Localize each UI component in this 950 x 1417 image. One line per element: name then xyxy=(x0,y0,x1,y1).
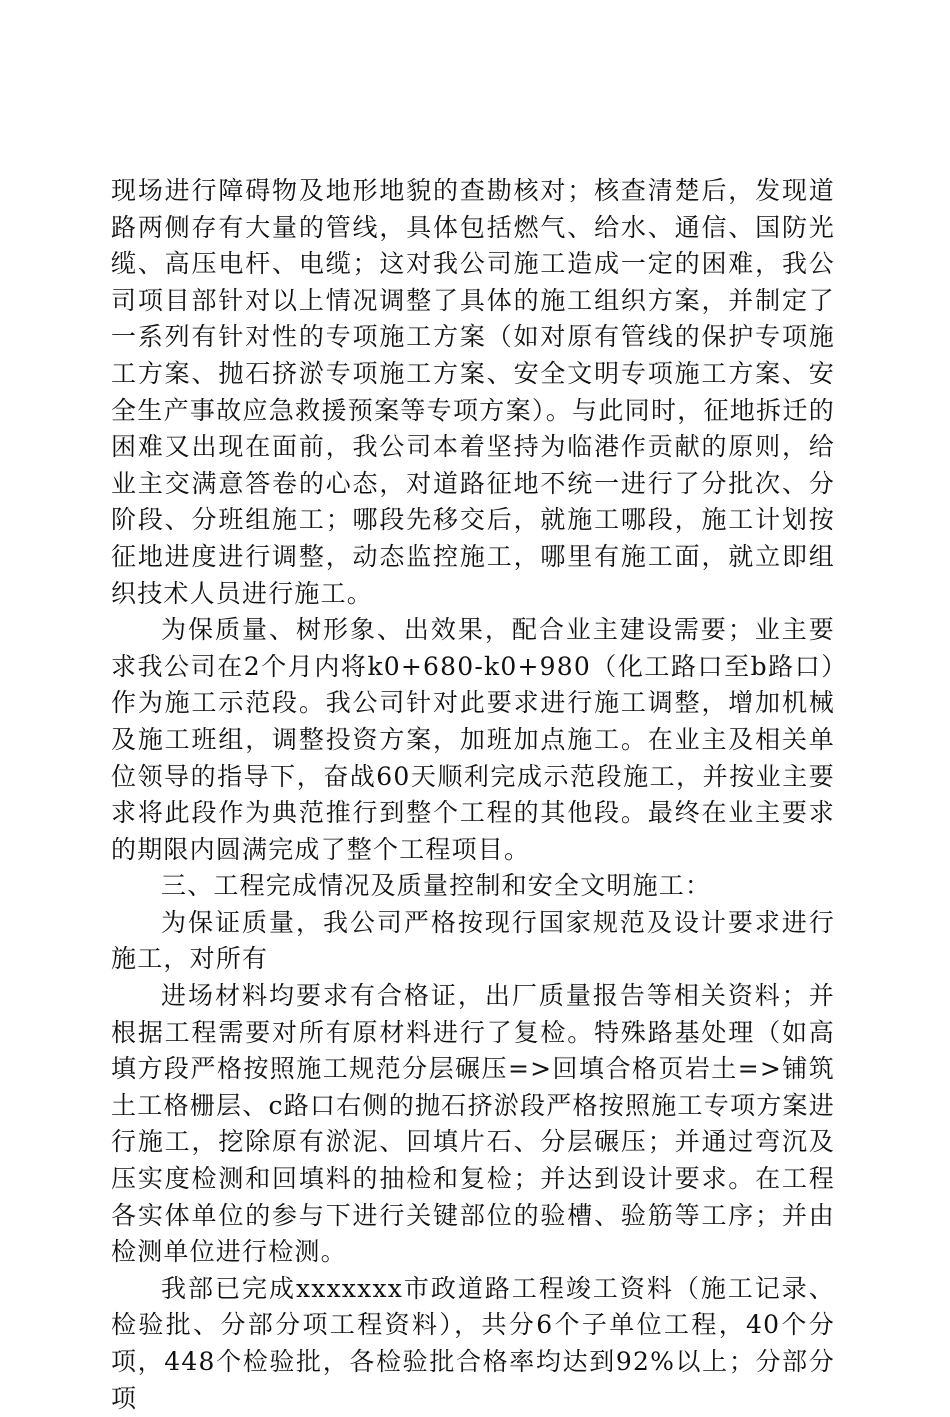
paragraph-completion-records: 我部已完成xxxxxxx市政道路工程竣工资料（施工记录、检验批、分部分项工程资料），共分6个子单位工程，40个分项，448个检验批，各检验批合格率均达到92%以上；分部分项 xyxy=(111,1273,835,1413)
paragraph-site-survey: 现场进行障碍物及地形地貌的查勘核对；核查清楚后，发现道路两侧存有大量的管线，具体包括燃气、给水、通信、国防光缆、高压电杆、电缆；这对我公司施工造成一定的困难，我公司项目部针对以上情况调整了具体的施工组织方案，并制定了一系列有针对性的专项施工方案（如对原有管线的保护专项施工方案、抛石挤淤专项施工方案、安全文明专项施工方案、安全生产事故应急救援预案等专项方案）。与此同时，征地拆迁的困难又出现在面前，我公司本着坚持为临港作贡献的原则，给业主交满意答卷的心态，对道路征地不统一进行了分批次、分阶段、分班组施工；哪段先移交后，就施工哪段，施工计划按征地进度进行调整，动态监控施工，哪里有施工面，就立即组织技术人员进行施工。 xyxy=(111,176,835,608)
document-body xyxy=(111,173,835,1417)
paragraph-materials-inspection: 进场材料均要求有合格证，出厂质量报告等相关资料；并根据工程需要对所有原材料进行了复检。特殊路基处理（如高填方段严格按照施工规范分层碾压=>回填合格页岩土=>铺筑土工格栅层、c路口右侧的抛石挤淤段严格按照施工专项方案进行施工，挖除原有淤泥、回填片石、分层碾压；并通过弯沉及压实度检测和回填料的抽检和复检；并达到设计要求。在工程各实体单位的参与下进行关键部位的验槽、验筋等工序；并由检测单位进行检测。 xyxy=(111,981,835,1267)
paragraph-demonstration-section: 为保质量、树形象、出效果，配合业主建设需要；业主要求我公司在2个月内将k0+680-k0+980（化工路口至b路口）作为施工示范段。我公司针对此要求进行施工调整，增加机械及施工班组，调整投资方案，加班加点施工。在业主及相关单位领导的指导下，奋战60天顺利完成示范段施工，并按业主要求将此段作为典范推行到整个工程的其他段。最终在业主要求的期限内圆满完成了整个工程项目。 xyxy=(111,615,835,864)
paragraph-quality-assurance: 为保证质量，我公司严格按现行国家规范及设计要求进行施工，对所有 xyxy=(111,907,835,974)
section-heading-3: 三、工程完成情况及质量控制和安全文明施工： xyxy=(161,871,712,901)
